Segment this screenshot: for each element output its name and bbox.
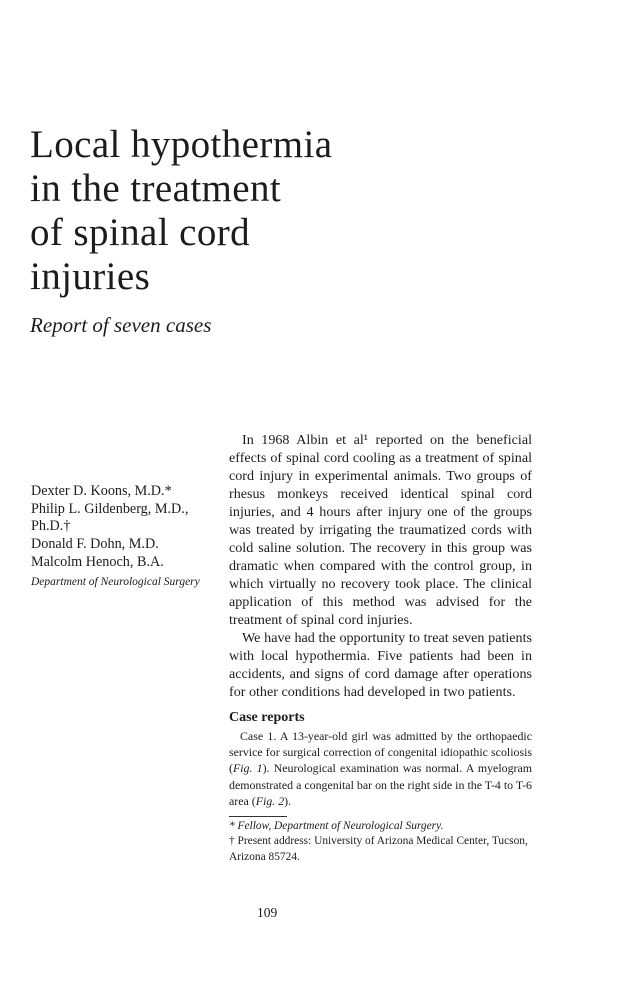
author: Dexter D. Koons, M.D.* [31, 483, 172, 499]
article-subtitle: Report of seven cases [30, 313, 212, 337]
case-paragraph [229, 728, 532, 809]
title-line: of spinal cord [30, 211, 251, 254]
case-text: ). Neurological examination was normal. A myelogram demonstrated a congenital bar on the right side in the T-4 to T-6 area ( [229, 761, 532, 808]
author: Philip L. Gildenberg, M.D., [31, 500, 189, 517]
case-text: A 13-year-old girl was admitted by the orthopaedic service for surgical correction of congenital idiopathic scoliosis ( [229, 729, 532, 776]
title-line: injuries [30, 255, 151, 298]
footnote-text: * Fellow, [229, 820, 275, 833]
footnote-text: Department of Neurological Surgery. [274, 820, 444, 833]
article-body [229, 431, 532, 701]
body-paragraph: In 1968 Albin et al¹ reported on the beneficial effects of spinal cord cooling as a treatment of spinal cord injury in experimental animals. Two groups of rhesus monkeys received identical spinal cord injuries, and 4 hours after injury one of the groups was treated by irrigating the traumatized cords with cold saline solution. The recovery in this group was dramatic when compared with the control group, in which virtually no recovery took place. The clinical application of this method was advised for the treatment of spinal cord injuries. [229, 432, 532, 628]
main-column [229, 431, 532, 865]
footnote [229, 819, 532, 834]
body-paragraph: We have had the opportunity to treat seven patients with local hypothermia. Five patients had been in accidents, and signs of cord damage after operations for other conditions had developed in two patients. [229, 630, 532, 700]
department-affiliation: Department of Neurological Surgery [31, 576, 200, 588]
case-text: ). [284, 793, 292, 808]
title-line: in the treatment [30, 167, 282, 210]
figure-reference: Fig. 2 [255, 793, 285, 808]
section-heading: Case reports [229, 710, 305, 725]
case-label: Case 1. [240, 729, 277, 743]
author: Malcolm Henoch, B.A. [31, 553, 164, 570]
page-number: 109 [257, 905, 278, 920]
figure-reference: Fig. 1 [232, 761, 263, 776]
footnote: † Present address: University of Arizona Medical Center, Tucson, Arizona 85724. [229, 835, 528, 863]
article-title [30, 123, 332, 299]
footnote-divider [229, 816, 287, 817]
author: Ph.D.† [31, 518, 71, 535]
title-line: Local hypothermia [30, 123, 333, 166]
author-list [31, 483, 221, 572]
case-report [229, 728, 532, 809]
author: Donald F. Dohn, M.D. [31, 536, 159, 553]
